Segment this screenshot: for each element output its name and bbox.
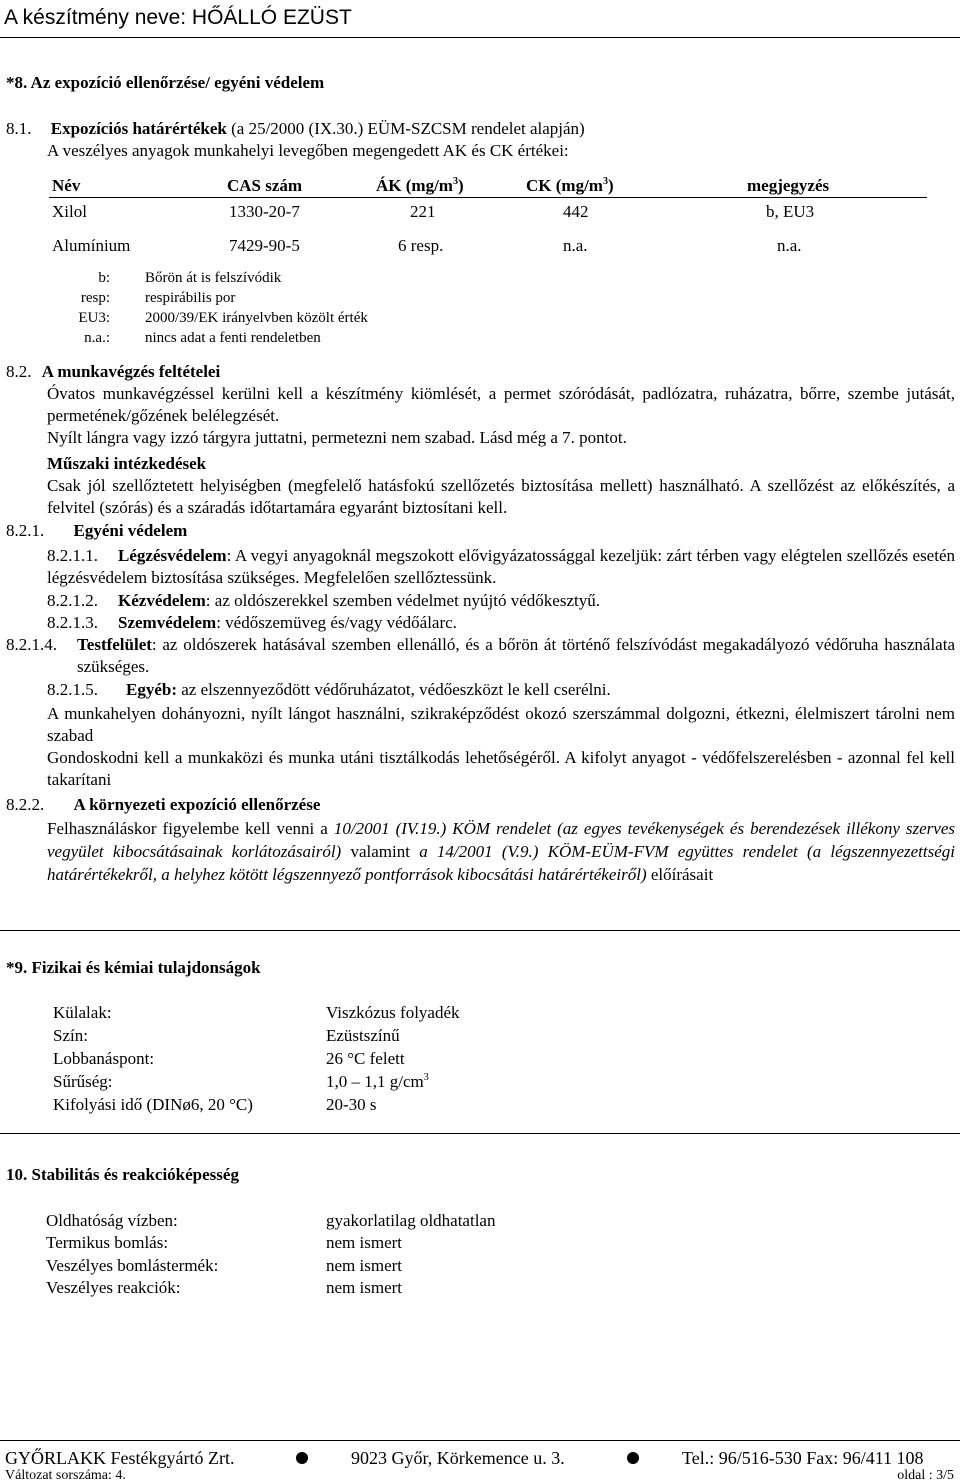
section-8-title: *8. Az expozíció ellenőrzése/ egyéni védelem	[6, 73, 325, 92]
property-label: Szín:	[53, 1026, 88, 1045]
table-cell-name: Alumínium	[52, 236, 131, 255]
property-value: nem ismert	[326, 1256, 403, 1275]
paragraph: Gondoskodni kell a munkaközi és munka utáni tisztálkodás lehetőségéről. A kifolyt anyagot - védőfelszerelésben - azonnal fel kell takarítani	[47, 748, 955, 789]
table-header-ak: ÁK $(mg/m^3)$	[376, 176, 464, 195]
section-10-title: 10. Stabilitás és reakcióképesség	[6, 1165, 239, 1184]
section-8-2-heading	[6, 361, 220, 383]
legend-key: n.a.:	[84, 330, 110, 346]
legend-text: Bőrön át is felszívódik	[145, 270, 282, 286]
table-cell-ak: 221	[410, 202, 436, 221]
table-cell-cas: 7429-90-5	[229, 236, 300, 255]
section-8-1-title-rest: (a 25/2000 (IX.30.) EÜM-SZCSM rendelet alapján)	[231, 119, 585, 138]
property-value: 26 °C felett	[326, 1049, 405, 1068]
footer-phone: Tel.: 96/516-530 Fax: 96/411 108	[682, 1448, 924, 1468]
section-number: 8.2.1.5.	[47, 680, 98, 699]
property-value: 20-30 s	[326, 1095, 377, 1114]
table-header-note: megjegyzés	[747, 176, 830, 195]
table-cell-note: b, EU3	[766, 202, 815, 221]
table-header-ck: CK $(mg/m^3)$	[526, 176, 614, 195]
section-number: 8.2.1.2.	[47, 591, 98, 610]
section-8-1-subtitle: A veszélyes anyagok munkahelyi levegőben megengedett AK és CK értékei:	[47, 141, 569, 160]
table-header-name: Név	[52, 176, 81, 195]
property-label: Veszélyes bomlástermék:	[46, 1256, 219, 1275]
property-label: Kifolyási idő (DINø6, 20 °C)	[53, 1095, 253, 1114]
header-divider	[0, 37, 960, 38]
table-cell-note: n.a.	[777, 236, 802, 255]
footer-divider	[0, 1440, 960, 1441]
section-number: 8.2.1.4.	[6, 635, 57, 654]
legend-text: nincs adat a fenti rendeletben	[145, 330, 321, 346]
table-header-rule	[49, 197, 927, 198]
section-8-2-2-heading	[6, 794, 320, 816]
property-value: nem ismert	[326, 1278, 403, 1297]
paragraph: Egyéb: az elszennyeződött védőruházatot, védőeszközt le kell cserélni.	[126, 680, 611, 699]
paragraph: Kézvédelem: az oldószerekkel szemben védelmet nyújtó védőkesztyű.	[118, 591, 600, 610]
property-label: Lobbanáspont:	[53, 1049, 155, 1068]
bullet-icon	[296, 1452, 308, 1464]
section-8-2-title: A munkavégzés feltételei	[41, 362, 221, 381]
section-number: 8.2.1.1.	[47, 546, 98, 565]
subsection-title: Műszaki intézkedések	[47, 454, 207, 473]
property-value: 1,0 – 1,1 $g/cm^3$	[326, 1072, 429, 1091]
paragraph: Csak jól szellőztetett helyiségben (megfelelő hatásfokú szellőzetés biztosítása mellett) használható. A szellőzést az előkészítés, a felvitel (szórás) és a száradás időtartamára egyaránt biztosítani kell.	[47, 476, 955, 517]
footer-company: GYŐRLAKK Festékgyártó Zrt.	[5, 1448, 235, 1468]
document-header-title: A készítmény neve: HŐÁLLÓ EZÜST	[4, 6, 352, 29]
legend-key: resp:	[80, 290, 110, 306]
table-cell-cas: 1330-20-7	[229, 202, 300, 221]
section-number: 8.2.1.3.	[47, 613, 98, 632]
section-8-1-heading	[6, 118, 585, 140]
section-8-2-2-title: A környezeti expozíció ellenőrzése	[73, 795, 321, 814]
section-divider	[0, 1133, 960, 1134]
section-number: 8.1.	[6, 119, 32, 138]
table-cell-ck: n.a.	[563, 236, 588, 255]
property-label: Termikus bomlás:	[46, 1233, 169, 1252]
section-8-1-title: Expozíciós határértékek	[50, 119, 227, 138]
bullet-icon	[627, 1452, 639, 1464]
property-value: Ezüstszínű	[326, 1026, 400, 1045]
paragraph: A munkahelyen dohányozni, nyílt lángot használni, szikraképződést okozó szerszámmal dolgozni, étkezni, élelmiszert tárolni nem szabad	[47, 704, 955, 745]
table-cell-name: Xilol	[52, 202, 87, 221]
section-number: 8.2.2.	[6, 795, 45, 814]
table-cell-ck: 442	[563, 202, 589, 221]
section-8-2-1-heading	[6, 520, 187, 542]
section-divider	[0, 930, 960, 931]
section-8-2-1-title: Egyéni védelem	[73, 521, 188, 540]
property-label: Külalak:	[53, 1003, 112, 1022]
footer-address: 9023 Győr, Körkemence u. 3.	[351, 1448, 565, 1468]
legend-key: EU3:	[78, 310, 110, 326]
paragraph: Felhasználáskor figyelembe kell venni a 10/2001 (IV.19.) KÖM rendelet (az egyes tevékenységek és berendezések illékony szerves vegyület kibocsátásainak korlátozásairól) valamint a 14/2001 (V.9.) KÖM-EÜM-FVM együttes rendelet (a légszennyezettségi határértékekről, a helyhez kötött légszennyező pontforrások kibocsátási határértékeiről) előírásait	[47, 819, 956, 884]
property-label: Veszélyes reakciók:	[46, 1278, 181, 1297]
legend-key: b:	[98, 270, 110, 286]
paragraph: Légzésvédelem: A vegyi anyagoknál megszokott elővigyázatossággal kezeljük: zárt térben vagy elégtelen szellőzés esetén légzésvédelem biztosítása szükséges. Megfelelően szellőztessünk.	[47, 546, 955, 587]
property-value: gyakorlatilag oldhatatlan	[326, 1211, 496, 1230]
legend-text: 2000/39/EK irányelvben közölt érték	[145, 310, 368, 326]
section-9-title: *9. Fizikai és kémiai tulajdonságok	[6, 958, 261, 977]
footer-page-number: oldal : 3/5	[897, 1468, 954, 1483]
property-label: Sűrűség:	[53, 1072, 113, 1091]
legend-text: respirábilis por	[145, 290, 236, 306]
property-label: Oldhatóság vízben:	[46, 1211, 178, 1230]
footer-revision: Változat sorszáma: 4.	[5, 1468, 126, 1483]
property-value: nem ismert	[326, 1233, 403, 1252]
paragraph: Nyílt lángra vagy izzó tárgyra juttatni, permetezni nem szabad. Lásd még a 7. pontot.	[47, 428, 627, 447]
section-number: 8.2.1.	[6, 521, 45, 540]
section-number: 8.2.	[6, 362, 32, 381]
property-value: Viszkózus folyadék	[326, 1003, 460, 1022]
paragraph: Testfelület: az oldószerek hatásával szemben ellenálló, és a bőrön át történő felszívódást megakadályozó védőruha használata szükséges.	[77, 635, 955, 676]
paragraph: Szemvédelem: védőszemüveg és/vagy védőálarc.	[118, 613, 457, 632]
table-header-cas: CAS szám	[227, 176, 303, 195]
paragraph: Óvatos munkavégzéssel kerülni kell a készítmény kiömlését, a permet szóródását, padlózatra, ruházatra, bőrre, szembe jutását, permetének/gőzének belélegzését.	[47, 384, 955, 425]
table-cell-ak: 6 resp.	[398, 236, 444, 255]
